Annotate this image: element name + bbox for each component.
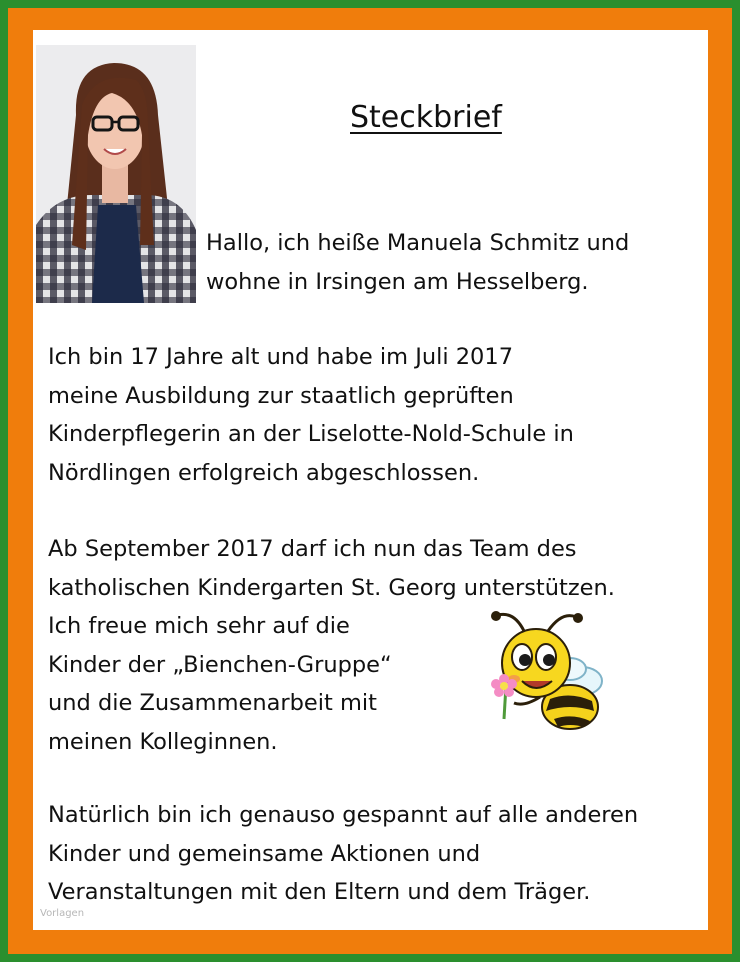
text-line: Ich bin 17 Jahre alt und habe im Juli 2017 — [48, 344, 514, 370]
text-line: meine Ausbildung zur staatlich geprüften — [48, 382, 514, 409]
watermark: Vorlagen — [40, 908, 85, 919]
text-line: Ab September 2017 darf ich nun das Team des — [48, 536, 577, 562]
text-line: und die Zusammenarbeit mit — [48, 690, 377, 716]
portrait-photo — [36, 45, 196, 303]
education-paragraph — [48, 338, 574, 492]
intro-paragraph — [206, 224, 629, 301]
text-line: Veranstaltungen mit den Eltern und dem Träger. — [48, 879, 591, 905]
page-title: Steckbrief — [350, 100, 502, 135]
closing-paragraph — [48, 796, 638, 912]
text-line: Kinderpflegerin an der Liselotte-Nold-Schule in — [48, 421, 574, 447]
text-line: Kinder der „Bienchen-Gruppe“ — [48, 651, 392, 678]
bee-with-flower-illustration — [484, 607, 616, 737]
text-line: Nördlingen erfolgreich abgeschlossen. — [48, 459, 480, 486]
text-line: Kinder und gemeinsame Aktionen und — [48, 840, 481, 867]
text-line: Hallo, ich heiße Manuela Schmitz und — [206, 230, 630, 256]
text-line: meinen Kolleginnen. — [48, 728, 278, 755]
text-line: Ich freue mich sehr auf die — [48, 613, 350, 639]
text-line: wohne in Irsingen am Hesselberg. — [206, 268, 589, 295]
text-line: Natürlich bin ich genauso gespannt auf alle anderen — [48, 802, 639, 828]
text-line: katholischen Kindergarten St. Georg unterstützen. — [48, 574, 615, 601]
